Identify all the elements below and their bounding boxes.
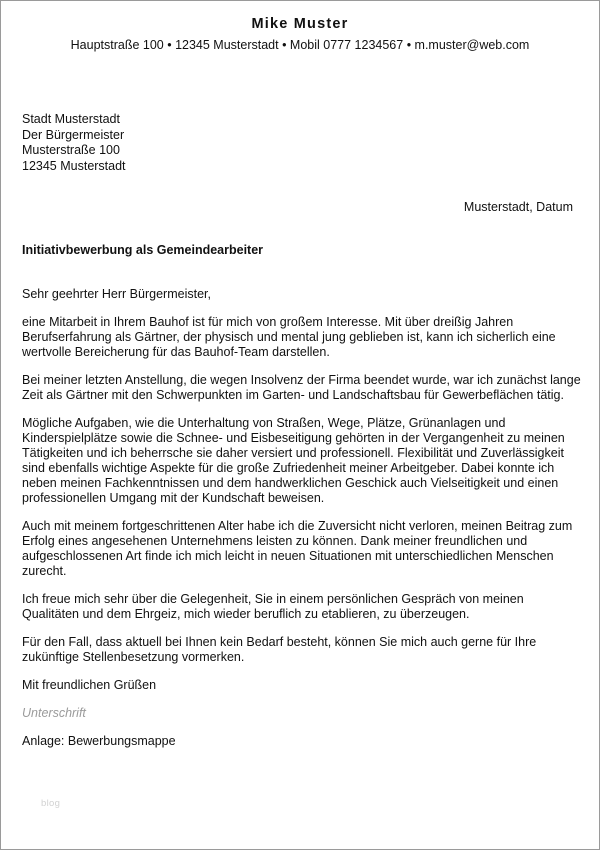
body-paragraph: Für den Fall, dass aktuell bei Ihnen kein Bedarf besteht, können Sie mich auch gerne für Ihre zukünftige Stellenbesetzung vormerken.	[22, 635, 537, 664]
body-paragraph: Mögliche Aufgaben, wie die Unterhaltung von Straßen, Wege, Plätze, Grünanlagen und Kinderspielplätze sowie die Schnee- und Eisbeseitigung gehörten in der Vergangenheit zu meinen Tätigkeiten und ich beherrsche sie daher versiert und professionell. Flexibilität und Zuverlässigkeit sind ebenfalls wichtige Aspekte für die große Zufriedenheit meiner Arbeitgeber. Dabei konnte ich neben meinen Fachkenntnissen und dem handwerklichen Geschick auch Vielseitigkeit und einen professionellen Umgang mit der Kundschaft beweisen.	[22, 416, 565, 505]
recipient-line: Musterstraße 100	[22, 143, 120, 157]
letter-body	[22, 287, 582, 762]
recipient-line: 12345 Musterstadt	[22, 158, 126, 173]
body-paragraph: Ich freue mich sehr über die Gelegenheit, Sie in einem persönlichen Gespräch von meinen Qualitäten und dem Ehrgeiz, mich wieder beruflich zu etablieren, zu überzeugen.	[22, 592, 524, 621]
sender-name: Mike Muster	[251, 16, 349, 32]
recipient-line: Der Bürgermeister	[22, 127, 125, 142]
watermark: blog	[41, 798, 61, 809]
letterhead	[1, 15, 599, 53]
sender-contact: Hauptstraße 100 • 12345 Musterstadt • Mobil 0777 1234567 • m.muster@web.com	[70, 38, 530, 52]
signature-placeholder: Unterschrift	[22, 706, 86, 720]
body-paragraph: eine Mitarbeit in Ihrem Bauhof ist für mich von großem Interesse. Mit über dreißig Jahren Berufserfahrung als Gärtner, der physisch und mental jung geblieben ist, kann ich sicherlich eine wertvolle Bereicherung für das Bauhof-Team darstellen.	[22, 315, 556, 359]
body-paragraph: Auch mit meinem fortgeschrittenen Alter habe ich die Zuversicht nicht verloren, meinen Beitrag zum Erfolg eines angesehenen Unternehmens leisten zu können. Dank meiner freundlichen und aufgeschlossenen Art finde ich mich leicht in neuen Situationen mit unterschiedlichen Menschen zurecht.	[22, 519, 573, 578]
closing: Mit freundlichen Grüßen	[22, 678, 157, 692]
place-date: Musterstadt, Datum	[463, 200, 573, 214]
attachment-note: Anlage: Bewerbungsmappe	[22, 734, 176, 748]
recipient-address	[22, 112, 126, 174]
recipient-line: Stadt Musterstadt	[22, 112, 120, 126]
body-paragraph: Bei meiner letzten Anstellung, die wegen Insolvenz der Firma beendet wurde, war ich zunächst lange Zeit als Gärtner mit den Schwerpunkten im Garten- und Landschaftsbau für Gewerbeflächen tätig.	[22, 373, 581, 402]
salutation: Sehr geehrter Herr Bürgermeister,	[22, 287, 211, 301]
subject-line: Initiativbewerbung als Gemeindearbeiter	[22, 243, 264, 257]
